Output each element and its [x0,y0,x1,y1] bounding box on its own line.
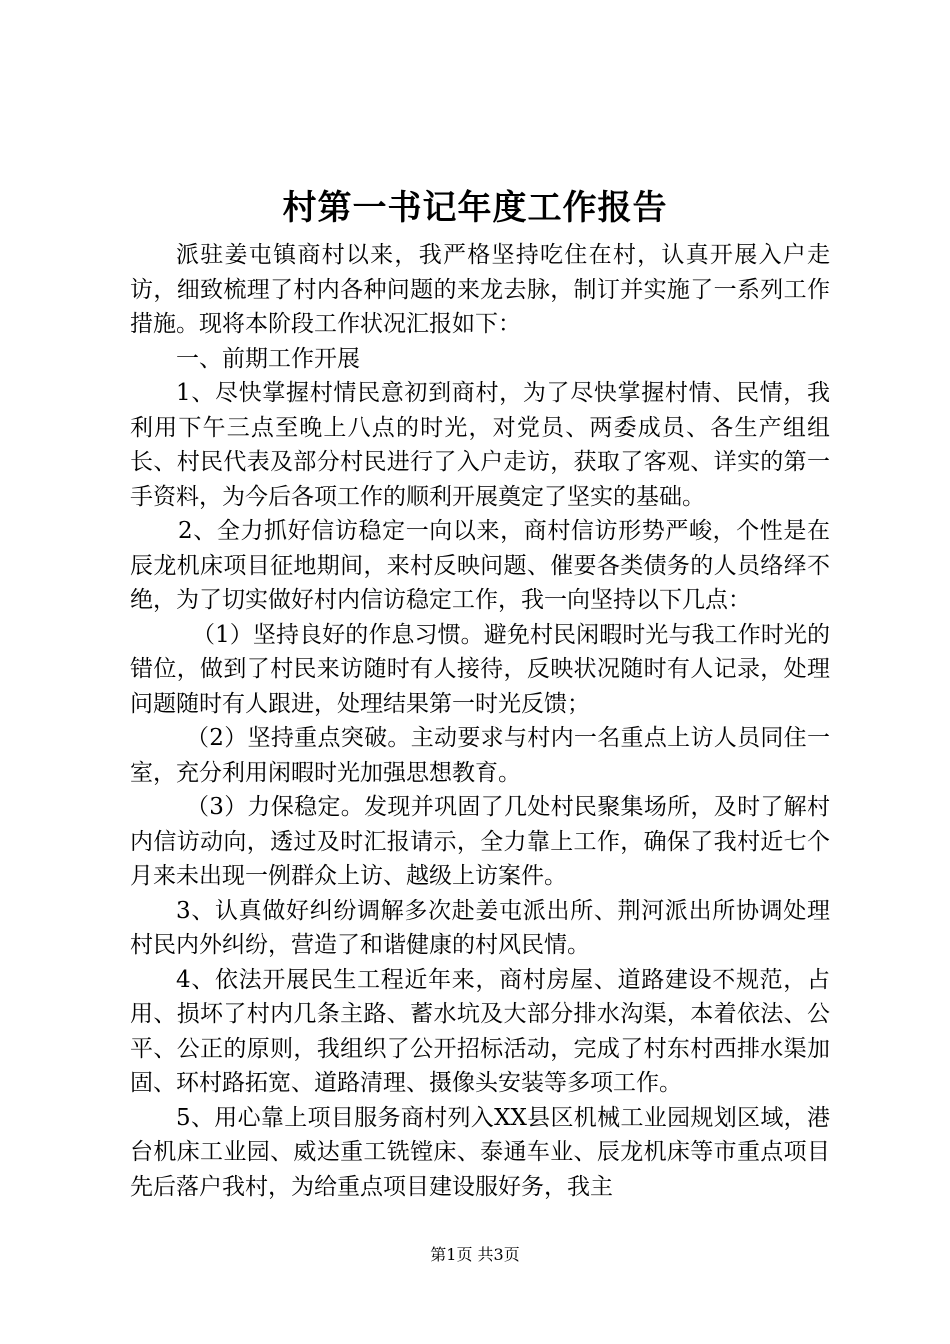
paragraph-item-4: 4、依法开展民生工程近年来，商村房屋、道路建设不规范，占用、损坏了村内几条主路、蓄水坑及大部分排水沟渠，本着依法、公平、公正的原则，我组织了公开招标活动，完成了村东村西排水渠加固、环村路拓宽、道路清理、摄像头安装等多项工作。 [130,966,830,1096]
paragraph-item-3: 3、认真做好纠纷调解多次赴姜屯派出所、荆河派出所协调处理村民内外纠纷，营造了和谐健康的村风民情。 [130,897,830,958]
section-heading: 一、前期工作开展 [176,345,360,372]
page-footer: 第1页 共3页 [430,1245,520,1264]
paragraph-sub-2: （2）坚持重点突破。主动要求与村内一名重点上访人员同住一室，充分利用闲暇时光加强思想教育。 [130,725,830,786]
paragraph-intro: 派驻姜屯镇商村以来，我严格坚持吃住在村，认真开展入户走访，细致梳理了村内各种问题的来龙去脉，制订并实施了一系列工作措施。现将本阶段工作状况汇报如下： [130,242,830,337]
document-title: 村第一书记年度工作报告 [282,188,668,228]
paragraph-item-1: 1、尽快掌握村情民意初到商村，为了尽快掌握村情、民情，我利用下午三点至晚上八点的时光，对党员、两委成员、各生产组组长、村民代表及部分村民进行了入户走访，获取了客观、详实的第一手资料，为今后各项工作的顺利开展奠定了坚实的基础。 [130,380,830,510]
paragraph-item-5: 5、用心靠上项目服务商村列入XX县区机械工业园规划区域，港台机床工业园、威达重工铣镗床、泰通车业、辰龙机床等市重点项目先后落户我村，为给重点项目建设服好务，我主 [130,1104,830,1200]
paragraph-sub-1: （1）坚持良好的作息习惯。避免村民闲暇时光与我工作时光的错位，做到了村民来访随时有人接待，反映状况随时有人记录，处理问题随时有人跟进，处理结果第一时光反馈； [130,621,830,717]
document-body [130,238,830,1204]
paragraph-item-2: 2、全力抓好信访稳定一向以来，商村信访形势严峻，个性是在辰龙机床项目征地期间，来村反映问题、催要各类债务的人员络绎不绝，为了切实做好村内信访稳定工作，我一向坚持以下几点： [130,518,830,613]
paragraph-sub-3: （3）力保稳定。发现并巩固了几处村民聚集场所，及时了解村内信访动向，透过及时汇报请示，全力靠上工作，确保了我村近七个月来未出现一例群众上访、越级上访案件。 [130,794,830,889]
